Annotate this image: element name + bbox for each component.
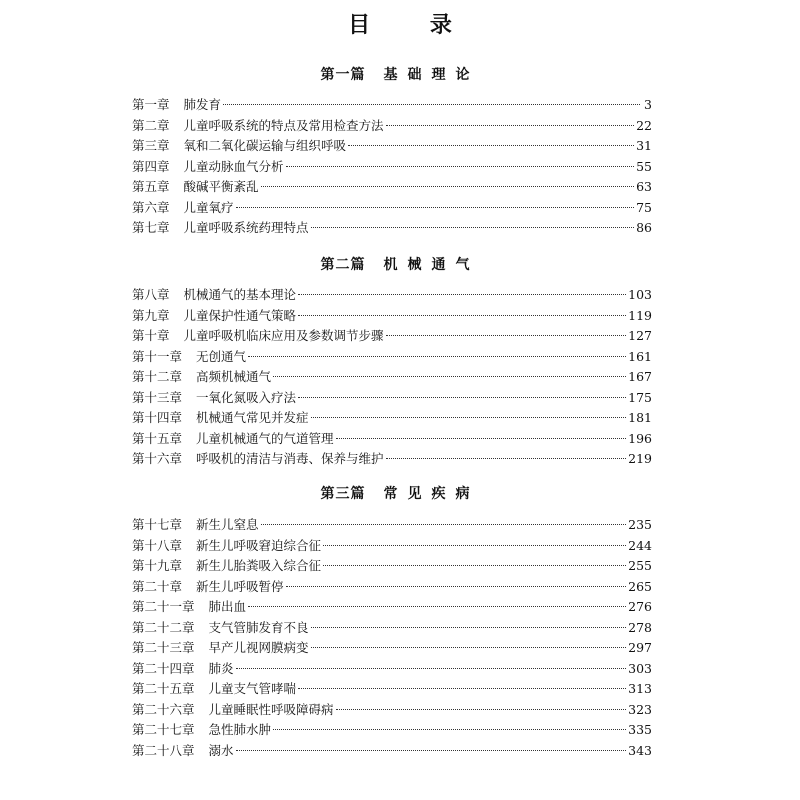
toc-list-part-2 <box>132 285 652 470</box>
chapter-title: 高频机械通气 <box>196 369 272 384</box>
chapter-title: 急性肺水肿 <box>208 722 272 737</box>
toc-entry[interactable] <box>132 198 652 219</box>
dot-leader <box>248 356 626 357</box>
chapter-number: 第二十一章 <box>132 599 195 614</box>
chapter-number: 第二十五章 <box>132 681 195 696</box>
page-number: 235 <box>628 517 652 532</box>
page-number: 297 <box>628 640 652 655</box>
dot-leader <box>311 227 635 228</box>
chapter-number: 第二十八章 <box>132 742 195 758</box>
chapter-title: 新生儿窒息 <box>196 517 259 532</box>
part-name: 机械通气 <box>383 257 480 273</box>
toc-entry[interactable] <box>132 285 652 306</box>
page-number: 276 <box>628 599 652 614</box>
toc-entry[interactable] <box>132 556 652 577</box>
toc-entry[interactable] <box>132 741 652 762</box>
chapter-number: 第九章 <box>132 307 170 323</box>
chapter-title: 肺炎 <box>208 660 234 676</box>
part-heading-1 <box>0 64 800 84</box>
chapter-number: 第十四章 <box>132 410 183 425</box>
chapter-number: 第八章 <box>132 287 170 302</box>
page-number: 103 <box>628 287 652 302</box>
chapter-title: 呼吸机的清洁与消毒、保养与维护 <box>196 451 384 466</box>
dot-leader <box>286 586 627 587</box>
dot-leader <box>248 606 626 607</box>
page-number: 161 <box>628 348 652 364</box>
page-title: 目 录 <box>348 12 478 38</box>
page-number: 167 <box>628 369 652 384</box>
page-number: 335 <box>628 722 652 737</box>
dot-leader <box>336 438 627 439</box>
page-number: 75 <box>636 199 652 215</box>
chapter-title: 肺出血 <box>208 599 247 614</box>
chapter-number: 第二十六章 <box>132 701 195 717</box>
page-number: 196 <box>628 430 652 446</box>
chapter-number: 第二十七章 <box>132 722 195 737</box>
page-number: 86 <box>636 220 652 235</box>
chapter-title: 儿童动脉血气分析 <box>183 158 284 174</box>
toc-entry[interactable] <box>132 429 652 450</box>
toc-entry[interactable] <box>132 347 652 368</box>
chapter-title: 酸碱平衡紊乱 <box>183 179 259 194</box>
part-name: 常见疾病 <box>383 486 480 502</box>
chapter-title: 儿童睡眠性呼吸障碍病 <box>208 701 334 717</box>
page-number: 265 <box>628 578 652 594</box>
chapter-number: 第二十四章 <box>132 660 195 676</box>
chapter-title: 儿童支气管哮喘 <box>208 681 297 696</box>
toc-entry[interactable] <box>132 116 652 137</box>
part-label: 第一篇 <box>320 67 366 83</box>
dot-leader <box>236 207 635 208</box>
toc-entry[interactable] <box>132 638 652 659</box>
chapter-title: 无创通气 <box>196 348 247 364</box>
toc-entry[interactable] <box>132 367 652 388</box>
chapter-number: 第十三章 <box>132 389 183 405</box>
toc-list-part-1 <box>132 95 652 239</box>
page-number: 175 <box>628 389 652 405</box>
page-number: 119 <box>628 307 652 323</box>
toc-entry[interactable] <box>132 306 652 327</box>
part-name: 基础理论 <box>383 67 480 83</box>
toc-entry[interactable] <box>132 577 652 598</box>
page-number: 63 <box>636 179 652 194</box>
chapter-number: 第二章 <box>132 117 170 133</box>
chapter-title: 新生儿胎粪吸入综合征 <box>196 558 322 573</box>
toc-entry[interactable] <box>132 679 652 700</box>
chapter-title: 一氧化氮吸入疗法 <box>196 389 297 405</box>
toc-entry[interactable] <box>132 700 652 721</box>
chapter-number: 第四章 <box>132 158 170 174</box>
chapter-number: 第十五章 <box>132 430 183 446</box>
page-number: 31 <box>636 138 652 153</box>
dot-leader <box>298 688 626 689</box>
page-number: 255 <box>628 558 652 573</box>
toc-entry[interactable] <box>132 218 652 239</box>
chapter-title: 儿童呼吸系统药理特点 <box>183 220 309 235</box>
toc-entry[interactable] <box>132 326 652 347</box>
toc-entry[interactable] <box>132 388 652 409</box>
dot-leader <box>336 709 627 710</box>
dot-leader <box>323 565 626 566</box>
chapter-number: 第三章 <box>132 138 170 153</box>
toc-entry[interactable] <box>132 597 652 618</box>
dot-leader <box>298 315 626 316</box>
toc-entry[interactable] <box>132 157 652 178</box>
dot-leader <box>386 458 627 459</box>
dot-leader <box>298 294 626 295</box>
chapter-title: 儿童氧疗 <box>183 199 234 215</box>
part-label: 第二篇 <box>320 257 366 273</box>
dot-leader <box>286 166 635 167</box>
dot-leader <box>273 729 626 730</box>
toc-entry[interactable] <box>132 408 652 429</box>
chapter-number: 第十二章 <box>132 369 183 384</box>
page-number: 55 <box>636 158 652 174</box>
dot-leader <box>261 186 635 187</box>
dot-leader <box>348 145 634 146</box>
page-number: 181 <box>628 410 652 425</box>
dot-leader <box>311 647 627 648</box>
page-number: 244 <box>628 537 652 553</box>
toc-entry[interactable] <box>132 618 652 639</box>
chapter-title: 儿童呼吸系统的特点及常用检查方法 <box>183 117 384 133</box>
chapter-title: 支气管肺发育不良 <box>208 619 309 635</box>
toc-list-part-3 <box>132 515 652 761</box>
page-number: 278 <box>628 619 652 635</box>
chapter-number: 第二十三章 <box>132 640 195 655</box>
chapter-number: 第十七章 <box>132 517 183 532</box>
toc-entry[interactable] <box>132 720 652 741</box>
page-number: 343 <box>628 742 652 758</box>
chapter-title: 溺水 <box>208 742 234 758</box>
page-number: 22 <box>636 117 652 133</box>
dot-leader <box>386 335 627 336</box>
chapter-number: 第十九章 <box>132 558 183 573</box>
toc-entry[interactable] <box>132 136 652 157</box>
chapter-number: 第六章 <box>132 199 170 215</box>
dot-leader <box>273 376 626 377</box>
chapter-title: 新生儿呼吸暂停 <box>196 578 284 594</box>
page-number: 127 <box>628 328 652 343</box>
dot-leader <box>311 627 627 628</box>
chapter-number: 第一章 <box>132 97 170 112</box>
page-number: 3 <box>644 97 652 112</box>
page-number: 313 <box>628 681 652 696</box>
dot-leader <box>223 104 640 105</box>
chapter-number: 第二十二章 <box>132 619 195 635</box>
dot-leader <box>236 750 627 751</box>
chapter-title: 机械通气的基本理论 <box>183 287 297 302</box>
chapter-number: 第十一章 <box>132 348 183 364</box>
chapter-title: 新生儿呼吸窘迫综合征 <box>196 537 322 553</box>
part-heading-3 <box>0 483 800 503</box>
dot-leader <box>261 524 627 525</box>
page-number: 219 <box>628 451 652 466</box>
chapter-title: 肺发育 <box>183 97 222 112</box>
toc-entry[interactable] <box>132 177 652 198</box>
chapter-number: 第二十章 <box>132 578 183 594</box>
chapter-title: 儿童机械通气的气道管理 <box>196 430 334 446</box>
page-number: 303 <box>628 660 652 676</box>
toc-entry[interactable] <box>132 515 652 536</box>
dot-leader <box>236 668 627 669</box>
dot-leader <box>386 125 635 126</box>
chapter-title: 儿童呼吸机临床应用及参数调节步骤 <box>183 328 384 343</box>
page-number: 323 <box>628 701 652 717</box>
chapter-number: 第十章 <box>132 328 170 343</box>
chapter-number: 第七章 <box>132 220 170 235</box>
chapter-title: 早产儿视网膜病变 <box>208 640 309 655</box>
chapter-title: 氧和二氧化碳运输与组织呼吸 <box>183 138 347 153</box>
toc-entry[interactable] <box>132 449 652 470</box>
dot-leader <box>323 545 626 546</box>
chapter-number: 第五章 <box>132 179 170 194</box>
chapter-title: 机械通气常见并发症 <box>196 410 309 425</box>
chapter-number: 第十八章 <box>132 537 183 553</box>
part-heading-2 <box>0 254 800 274</box>
chapter-title: 儿童保护性通气策略 <box>183 307 297 323</box>
toc-entry[interactable] <box>132 659 652 680</box>
toc-entry[interactable] <box>132 95 652 116</box>
dot-leader <box>311 417 627 418</box>
toc-entry[interactable] <box>132 536 652 557</box>
chapter-number: 第十六章 <box>132 451 183 466</box>
dot-leader <box>298 397 626 398</box>
part-label: 第三篇 <box>320 486 366 502</box>
